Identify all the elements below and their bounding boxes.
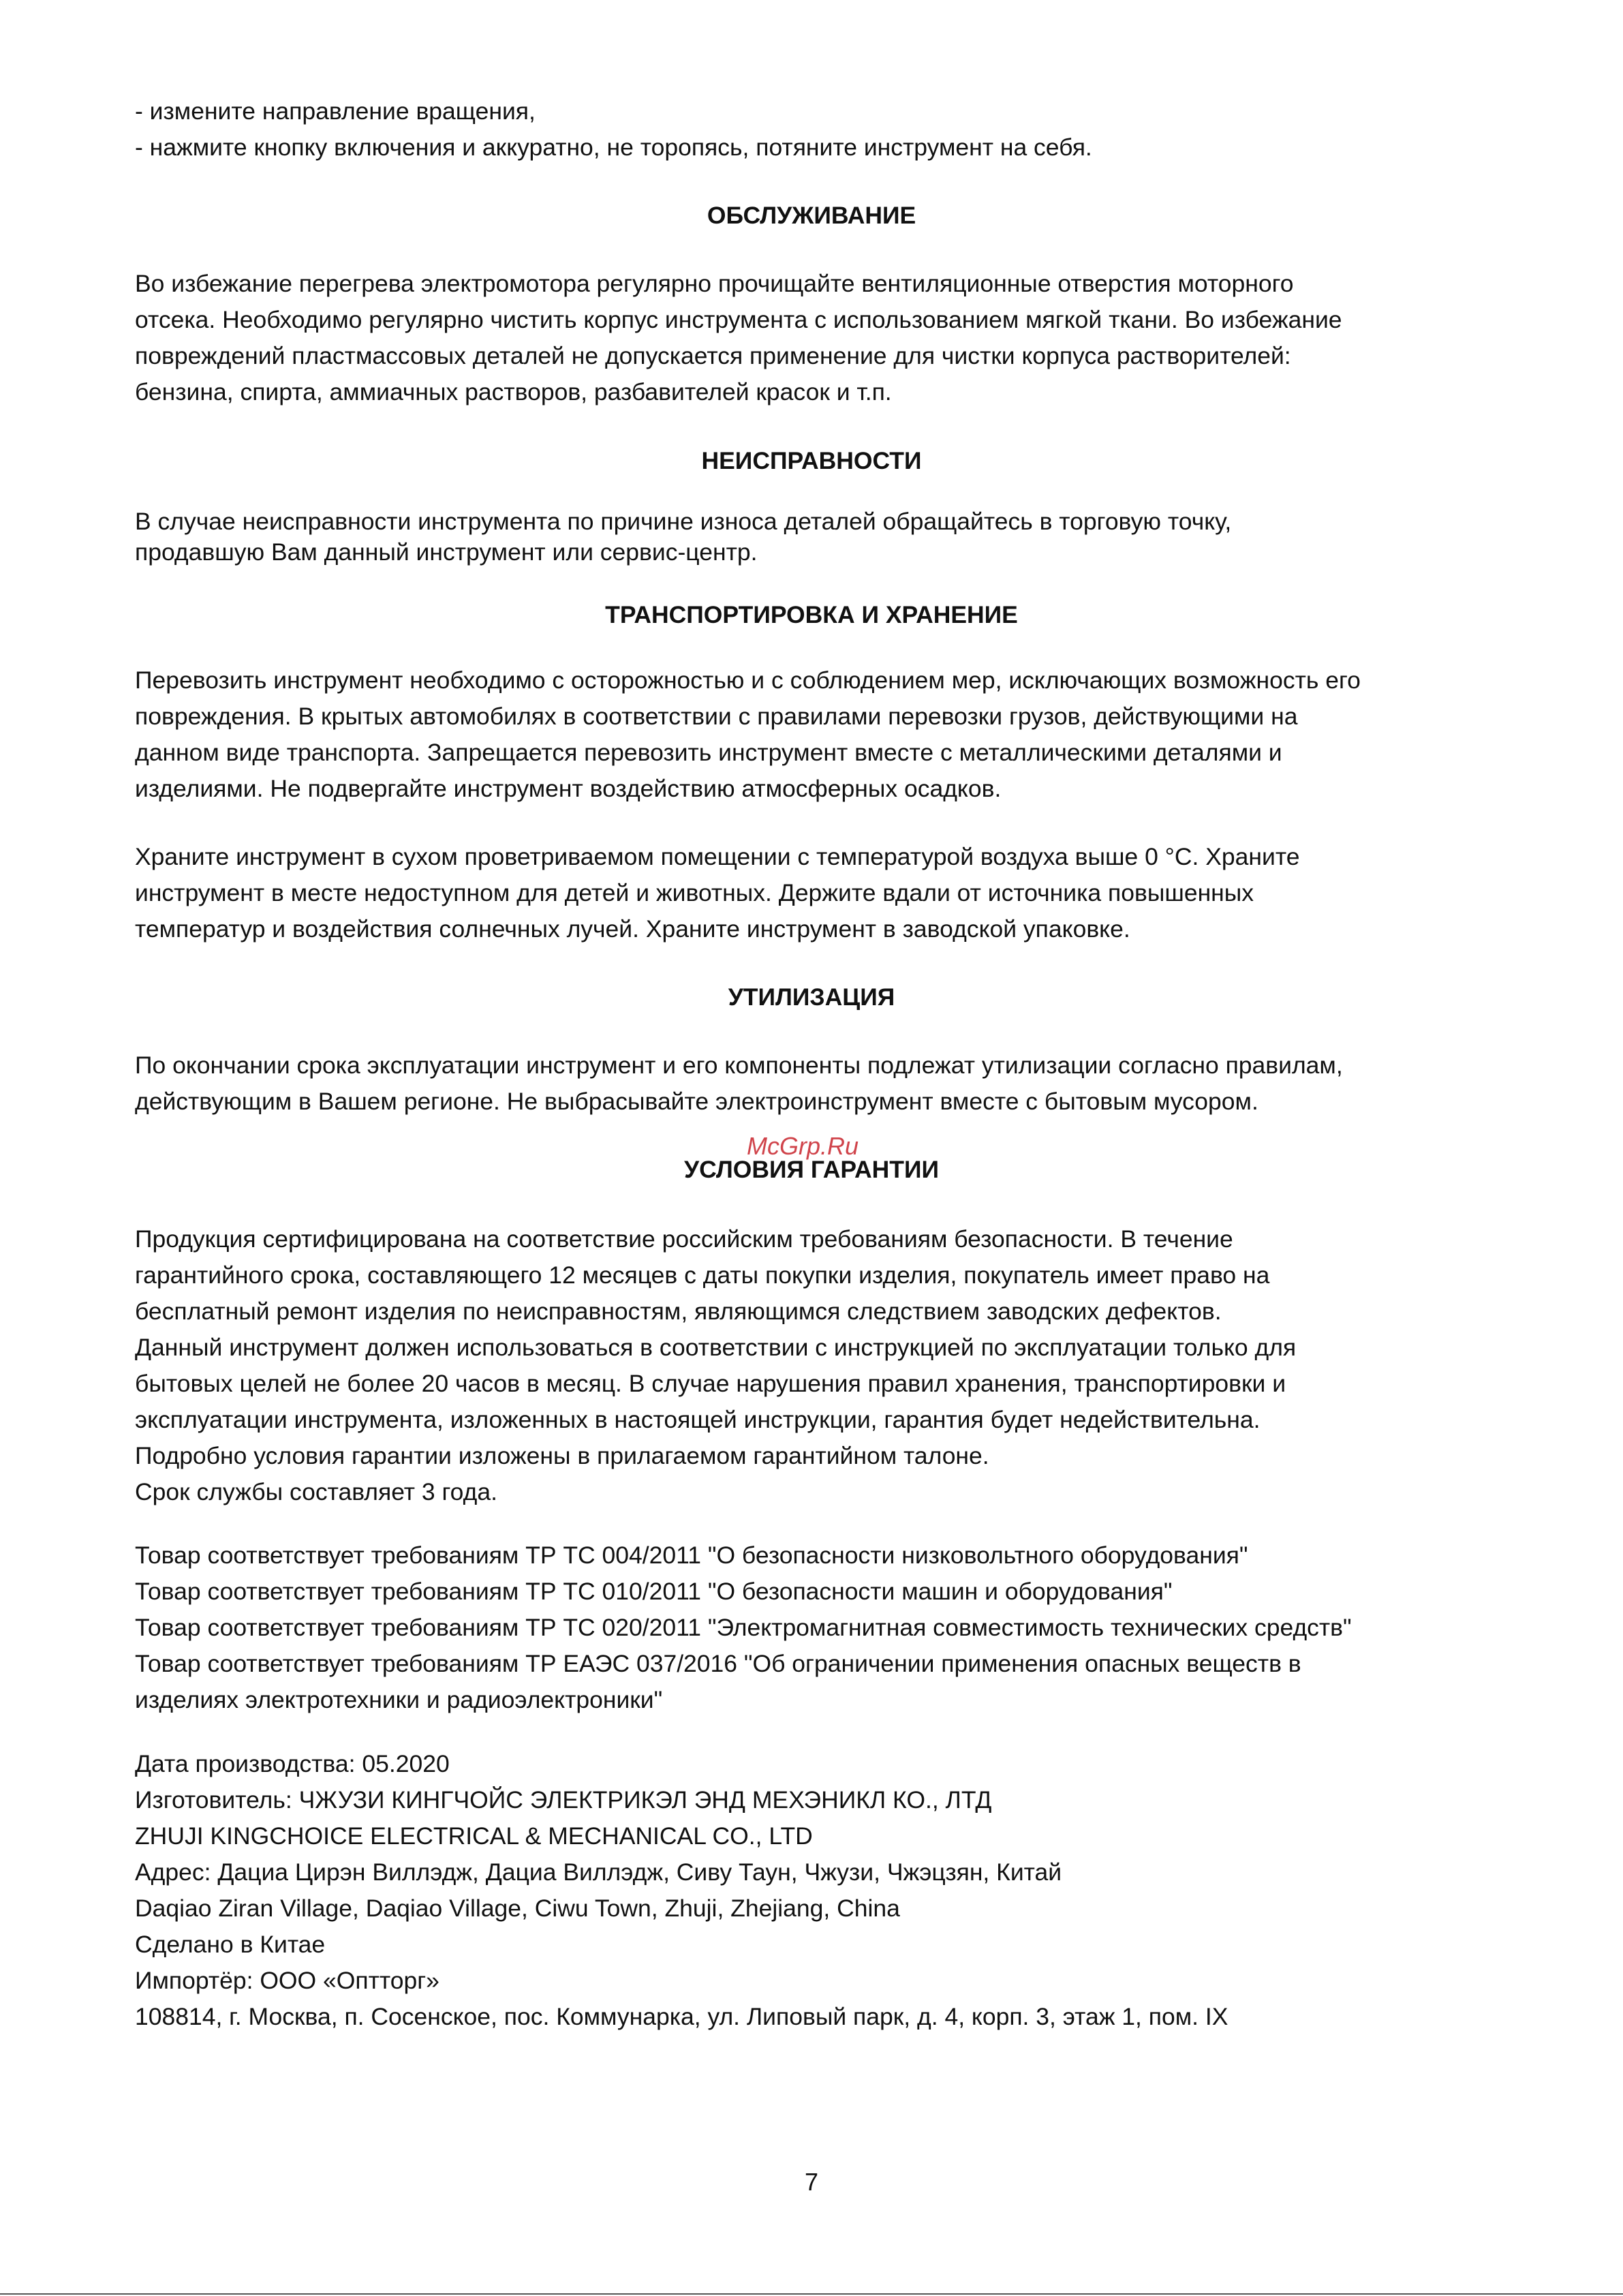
paragraph-line: продавшую Вам данный инструмент или сервис-центр. [135,538,758,566]
compliance-line: Товар соответствует требованиям ТР ТС 010/2011 "О безопасности машин и оборудования" [135,1578,1173,1605]
paragraph-line: бытовых целей не более 20 часов в месяц. В случае нарушения правил хранения, транспортировки и [135,1370,1286,1397]
paragraph-line: Данный инструмент должен использоваться в соответствии с инструкцией по эксплуатации только для [135,1334,1297,1361]
paragraph-line: гарантийного срока, составляющего 12 месяцев с даты покупки изделия, покупатель имеет право на [135,1261,1270,1289]
paragraph-line: повреждений пластмассовых деталей не допускается применение для чистки корпуса растворителей: [135,342,1291,369]
paragraph-line: температур и воздействия солнечных лучей. Храните инструмент в заводской упаковке. [135,915,1130,943]
watermark: McGrp.Ru [747,1132,859,1160]
paragraph-line: эксплуатации инструмента, изложенных в настоящей инструкции, гарантия будет недействительна. [135,1406,1261,1433]
manufacturer-line: Импортёр: ООО «Оптторг» [135,1967,439,1994]
compliance-line: изделиях электротехники и радиоэлектроники" [135,1686,663,1713]
paragraph-line: Храните инструмент в сухом проветриваемом помещении с температурой воздуха выше 0 °С. Храните [135,843,1300,870]
compliance-line: Товар соответствует требованиям ТР ТС 004/2011 "О безопасности низковольтного оборудования" [135,1542,1248,1569]
paragraph-line: бензина, спирта, аммиачных растворов, разбавителей красок и т.п. [135,378,892,405]
page-number: 7 [804,2168,819,2196]
paragraph-line: повреждения. В крытых автомобилях в соответствии с правилами перевозки грузов, действующими на [135,703,1298,730]
manufacturer-line: Дата производства: 05.2020 [135,1750,450,1777]
paragraph-line: Продукция сертифицирована на соответствие российским требованиям безопасности. В течение [135,1225,1233,1253]
bottom-divider [0,2293,1623,2295]
intro-line: - измените направление вращения, [135,97,536,125]
intro-line: - нажмите кнопку включения и аккуратно, не торопясь, потяните инструмент на себя. [135,134,1092,161]
section-heading-disposal: УТИЛИЗАЦИЯ [728,983,895,1011]
paragraph-line: бесплатный ремонт изделия по неисправностям, являющимся следствием заводских дефектов. [135,1298,1222,1325]
manufacturer-line: Адрес: Дациа Цирэн Виллэдж, Дациа Виллэдж, Сиву Таун, Чжузи, Чжэцзян, Китай [135,1858,1062,1886]
paragraph-line: Перевозить инструмент необходимо с осторожностью и с соблюдением мер, исключающих возможность его [135,667,1361,694]
paragraph-line: отсека. Необходимо регулярно чистить корпус инструмента с использованием мягкой ткани. Во избежание [135,306,1342,333]
section-heading-maintenance: ОБСЛУЖИВАНИЕ [707,202,916,229]
manufacturer-line: Сделано в Китае [135,1931,326,1958]
manufacturer-line: 108814, г. Москва, п. Сосенское, пос. Коммунарка, ул. Липовый парк, д. 4, корп. 3, этаж 1, пом. IX [135,2003,1228,2030]
paragraph-line: инструмент в месте недоступном для детей и животных. Держите вдали от источника повышенных [135,879,1254,906]
section-heading-transport: ТРАНСПОРТИРОВКА И ХРАНЕНИЕ [605,601,1018,628]
compliance-line: Товар соответствует требованиям ТР ТС 020/2011 "Электромагнитная совместимость технических средств" [135,1614,1352,1641]
paragraph-line: По окончании срока эксплуатации инструмент и его компоненты подлежат утилизации согласно правилам, [135,1052,1343,1079]
manufacturer-line: Daqiao Ziran Village, Daqiao Village, Ciwu Town, Zhuji, Zhejiang, China [135,1895,900,1922]
paragraph-line: Во избежание перегрева электромотора регулярно прочищайте вентиляционные отверстия моторного [135,270,1294,297]
paragraph-line: данном виде транспорта. Запрещается перевозить инструмент вместе с металлическими деталями и [135,739,1282,766]
compliance-line: Товар соответствует требованиям ТР ЕАЭС 037/2016 "Об ограничении применения опасных веществ в [135,1650,1301,1677]
paragraph-line: Подробно условия гарантии изложены в прилагаемом гарантийном талоне. [135,1442,989,1469]
paragraph-line: изделиями. Не подвергайте инструмент воздействию атмосферных осадков. [135,775,1002,802]
paragraph-line: В случае неисправности инструмента по причине износа деталей обращайтесь в торговую точку, [135,508,1232,535]
paragraph-line: Срок службы составляет 3 года. [135,1478,497,1505]
paragraph-line: действующим в Вашем регионе. Не выбрасывайте электроинструмент вместе с бытовым мусором. [135,1088,1258,1115]
manufacturer-line: Изготовитель: ЧЖУЗИ КИНГЧОЙС ЭЛЕКТРИКЭЛ ЭНД МЕХЭНИКЛ КО., ЛТД [135,1786,992,1813]
section-heading-warranty: УСЛОВИЯ ГАРАНТИИ [684,1156,939,1183]
section-heading-faults: НЕИСПРАВНОСТИ [701,447,922,474]
manufacturer-line: ZHUJI KINGCHOICE ELECTRICAL & MECHANICAL CO., LTD [135,1822,813,1850]
